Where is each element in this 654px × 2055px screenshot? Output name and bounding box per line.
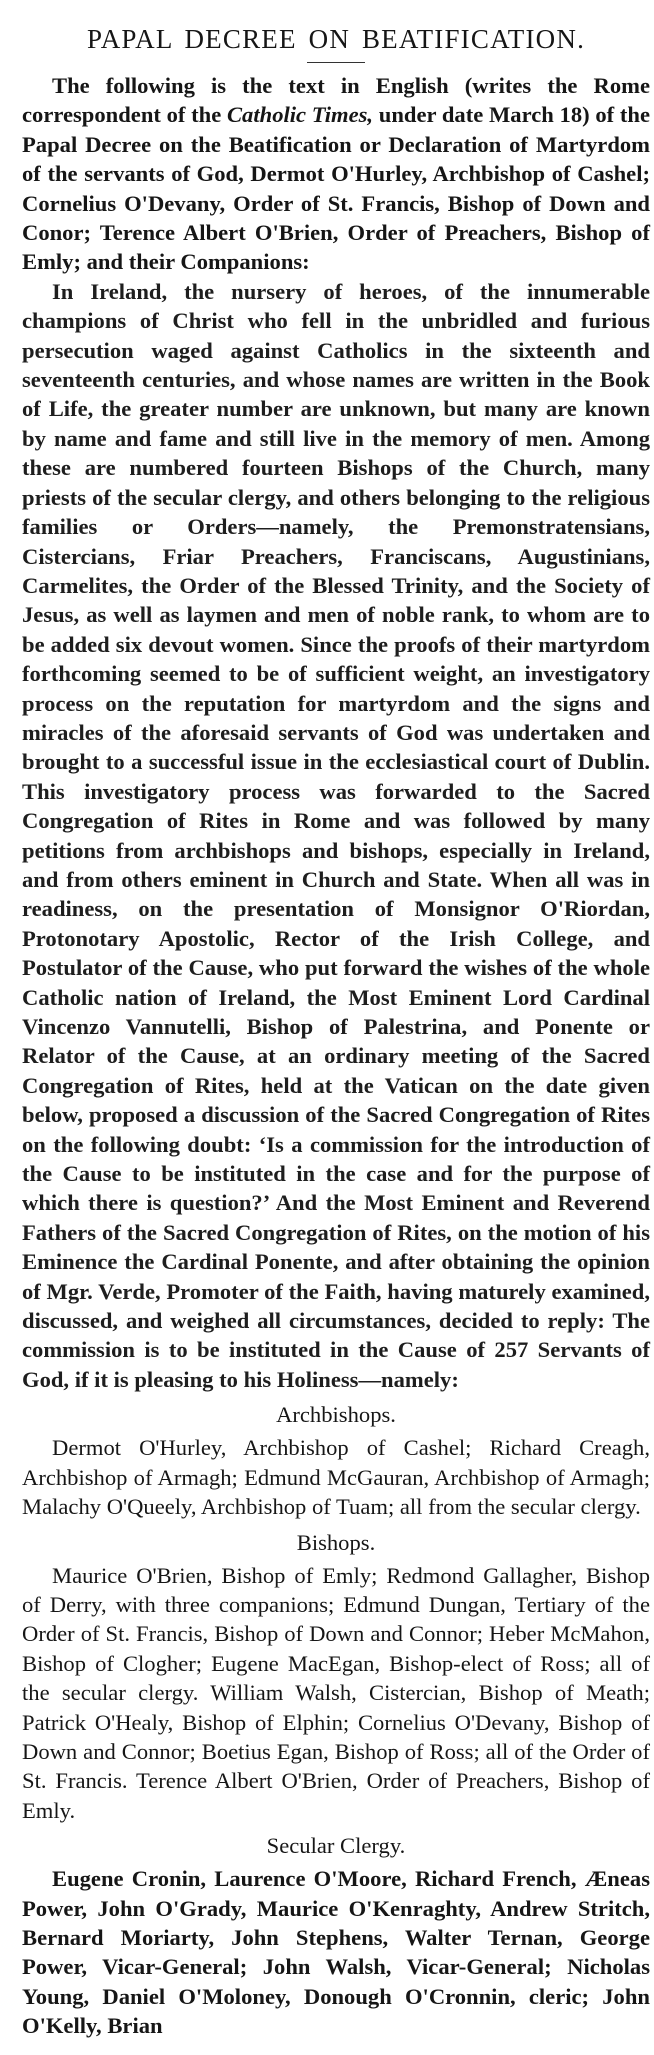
newspaper-column bbox=[22, 0, 650, 2055]
section-heading-secular-clergy: Secular Clergy. bbox=[266, 1833, 406, 1859]
intro-text-end: under date March 18) of the Papal Decree on the Beatification or Declaration of Martyrdom of the servants of God, Dermot O'Hurley, Archbishop of Cashel; Cornelius O'Devany, Order of St. Francis, Bishop of Down and Conor; Terence Albert O'Brien, Order of Preachers, Bishop of Emly; and their Companions: bbox=[22, 102, 650, 275]
intro-paragraph bbox=[22, 71, 650, 277]
intro-text-start: The following is the text in English (writes the Rome correspondent of the bbox=[22, 73, 650, 128]
section-heading-archbishops: Archbishops. bbox=[276, 1402, 396, 1428]
section-heading-bishops: Bishops. bbox=[296, 1529, 376, 1555]
archbishops-list: Dermot O'Hurley, Archbishop of Cashel; Richard Creagh, Archbishop of Armagh; Edmund McGauran, Archbishop of Armagh; Malachy O'Queely, Archbishop of Tuam; all from the secular clergy. bbox=[22, 1435, 650, 1520]
decree-body-paragraph: In Ireland, the nursery of heroes, of the innumerable champions of Christ who fell in the unbridled and furious persecution waged against Catholics in the sixteenth and seventeenth centuries, and whose names are written in the Book of Life, the greater number are unknown, but many are known by name and fame and still live in the memory of men. Among these are numbered fourteen Bishops of the Church, many priests of the secular clergy, and others belonging to the religious families or Orders—namely, the Premonstratensians, Cistercians, Friar Preachers, Franciscans, Augustinians, Carmelites, the Order of the Blessed Trinity, and the Society of Jesus, as well as laymen and men of noble rank, to whom are to be added six devout women. Since the proofs of their martyrdom forthcoming seemed to be of sufficient weight, an investigatory process on the reputation for martyrdom and the signs and miracles of the aforesaid servants of God was undertaken and brought to a successful issue in the ecclesiastical court of Dublin. This investigatory process was forwarded to the Sacred Congregation of Rites in Rome and was followed by many petitions from archbishops and bishops, especially in Ireland, and from others eminent in Church and State. When all was in readiness, on the presentation of Monsignor O'Riordan, Protonotary Apostolic, Rector of the Irish College, and Postulator of the Cause, who put forward the wishes of the whole Catholic nation of Ireland, the Most Eminent Lord Cardinal Vincenzo Vannutelli, Bishop of Palestrina, and Ponente or Relator of the Cause, at an ordinary meeting of the Sacred Congregation of Rites, held at the Vatican on the date given below, proposed a discussion of the Sacred Congregation of Rites on the following doubt: ‘Is a commission for the introduction of the Cause to be instituted in the case and for the purpose of which there is question?’ And the Most Eminent and Reverend Fathers of the Sacred Congregation of Rites, on the motion of his Eminence the Cardinal Ponente, and after obtaining the opinion of Mgr. Verde, Promoter of the Faith, having maturely examined, discussed, and weighed all circumstances, decided to reply: The commission is to be instituted in the Cause of 257 Servants of God, if it is pleasing to his Holiness—namely: bbox=[22, 278, 650, 1392]
publication-name: Catholic Times, bbox=[226, 102, 374, 128]
article-title: PAPAL DECREE ON BEATIFICATION. bbox=[86, 24, 586, 54]
bishops-list: Maurice O'Brien, Bishop of Emly; Redmond Gallagher, Bishop of Derry, with three companions; Edmund Dungan, Tertiary of the Order of St. Francis, Bishop of Down and Connor; Heber McMahon, Bishop of Clogher; Eugene MacEgan, Bishop-elect of Ross; all of the secular clergy. William Walsh, Cistercian, Bishop of Meath; Patrick O'Healy, Bishop of Elphin; Cornelius O'Devany, Bishop of Down and Connor; Boetius Egan, Bishop of Ross; all of the Order of St. Francis. Terence Albert O'Brien, Order of Preachers, Bishop of Emly. bbox=[22, 1562, 650, 1823]
secular-clergy-list: Eugene Cronin, Laurence O'Moore, Richard French, Æneas Power, John O'Grady, Maurice O'Kenraghty, Andrew Stritch, Bernard Moriarty, John Stephens, Walter Ternan, George Power, Vicar-General; John Walsh, Vicar-General; Nicholas Young, Daniel O'Moloney, Donough O'Cronnin, cleric; John O'Kelly, Brian bbox=[22, 1866, 650, 2039]
title-divider bbox=[307, 62, 365, 63]
